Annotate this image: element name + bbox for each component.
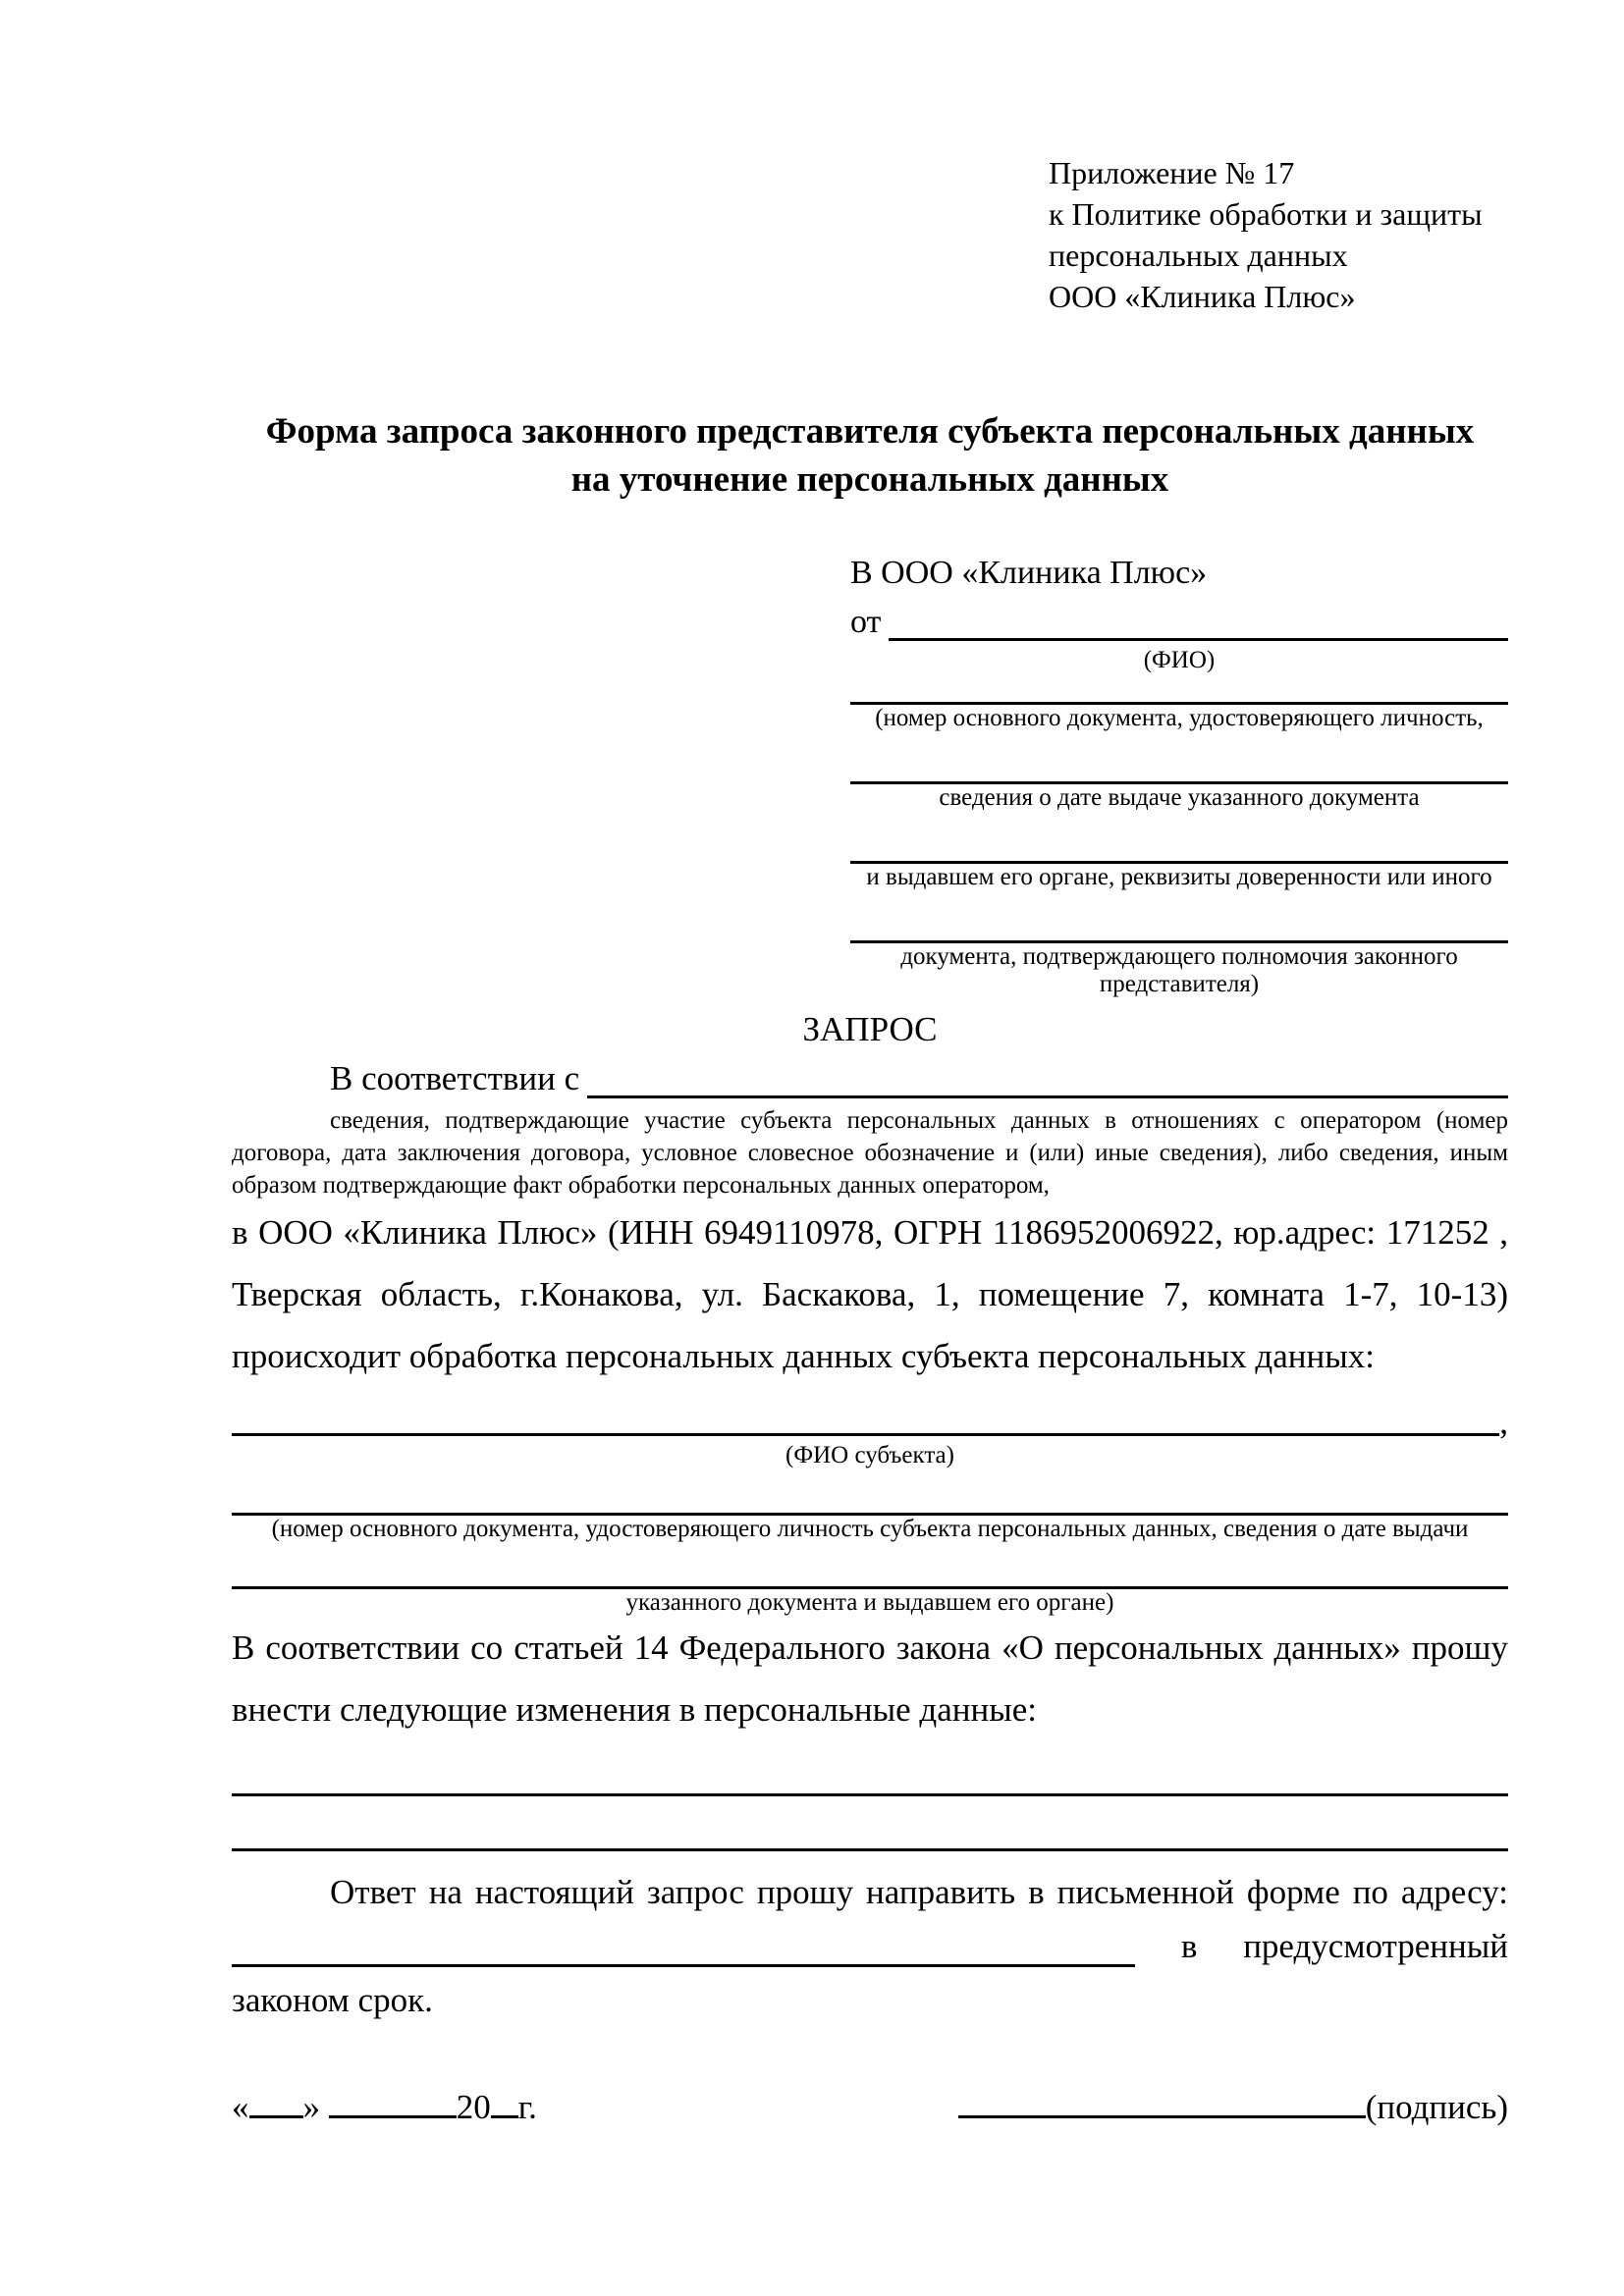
signoff-row [232,2084,1508,2131]
form-title-line2: на уточнение персональных данных [570,459,1169,500]
year-prefix: 20 [456,2088,491,2126]
from-label: от [850,604,882,640]
annex-block [1049,152,1508,317]
annex-line: Приложение № 17 [1049,155,1295,190]
id-doc-blank-field [850,812,1508,864]
answer-sentence-end: законом срок. [232,1981,433,2019]
accordance-footnote: сведения, подтверждающие участие субъекта персональных данных в отношениях с оператором (номер договора, дата заключения договора, условное словесное обозначение и (или) иные сведения), либо сведения, иным образом подтверждающие факт обработки персональных данных оператором, [232,1107,1508,1199]
subject-fio-line [232,1403,1508,1442]
id-doc-blank-field [850,891,1508,943]
form-title-line1: Форма запроса законного представителя субъекта персональных данных [265,411,1475,452]
request-heading: ЗАПРОС [802,1010,938,1048]
address-blank-field [232,1964,1135,1967]
accordance-lead: В соответствии с [330,1059,580,1097]
addressee-block [850,549,1508,998]
annex-line: к Политике обработки и защиты [1049,196,1483,232]
date-line [232,2084,537,2131]
addressee-from-line [850,598,1508,647]
id-doc-caption: документа, подтверждающего полномочия законного представителя) [900,943,1458,997]
signature-caption: (подпись) [1365,2088,1508,2126]
signature-line [958,2084,1508,2131]
subject-doc-blank-field [232,1487,1508,1516]
amendments-paragraph: В соответствии со статьей 14 Федерального закона «О персональных данных» прошу внести следующие изменения в персональные данные: [232,1629,1508,1729]
accordance-blank-field [587,1095,1508,1098]
month-blank-field [329,2115,457,2118]
addressee-to-line: В ООО «Клиника Плюс» [850,555,1208,591]
id-doc-blank-field [850,732,1508,784]
amendments-blank-field [232,1754,1508,1796]
day-blank-field [249,2115,303,2118]
id-doc-caption: (номер основного документа, удостоверяющего личность, [875,705,1484,731]
annex-line: ООО «Клиника Плюс» [1049,279,1356,314]
accordance-line [232,1053,1508,1104]
answer-word-stipulated: предусмотренный [1243,1927,1508,1965]
quote-close: » [302,2088,320,2126]
subject-fio-blank-field [232,1433,1499,1436]
year-suffix: г. [517,2088,537,2126]
id-doc-caption: и выдавшем его органе, реквизиты доверенности или иного [866,864,1492,890]
answer-sentence-start: Ответ на настоящий запрос прошу направить в письменной форме по адресу: [330,1873,1508,1911]
quote-open: « [232,2088,249,2126]
signature-blank-field [958,2115,1366,2118]
answer-word-in: в [1180,1927,1198,1965]
subject-fio-caption: (ФИО субъекта) [785,1442,954,1468]
operator-paragraph: в ООО «Клиника Плюс» (ИНН 6949110978, ОГРН 1186952006922, юр.адрес: 171252 , Тверская область, г.Конакова, ул. Баскакова, 1, помещение 7, комната 1-7, 10-13) происходит обработка персональных данных субъекта персональных данных: [232,1213,1508,1375]
form-title [232,407,1508,504]
annex-line: персональных данных [1049,238,1348,273]
subject-doc-blank-field [232,1561,1508,1589]
id-doc-blank-field [850,674,1508,705]
fio-blank-field [889,638,1508,641]
subject-doc-caption-2: указанного документа и выдавшем его органе) [625,1589,1114,1616]
id-doc-caption: сведения о дате выдаче указанного документа [939,784,1420,811]
subject-doc-caption-1: (номер основного документа, удостоверяющего личность субъекта персональных данных, сведения о дате выдачи [271,1516,1469,1542]
trailing-comma: , [1499,1403,1508,1441]
amendments-blank-field [232,1796,1508,1851]
year-blank-field [491,2115,518,2118]
fio-caption: (ФИО) [1143,647,1216,673]
answer-address-line [232,1919,1508,1973]
